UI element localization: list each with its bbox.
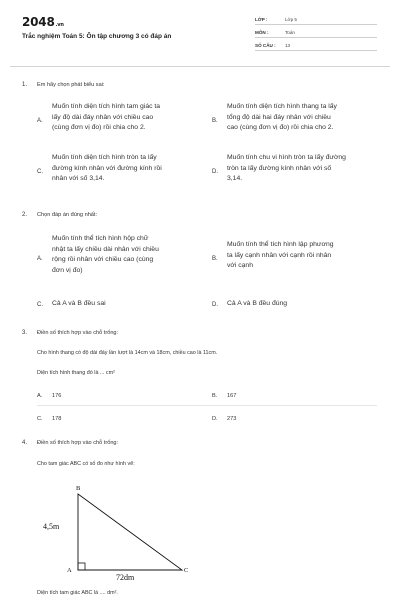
option-line: Muốn tính thể tích hình lập phương <box>227 241 334 248</box>
option-line: đường kính nhân với đường kính rồi <box>52 164 162 172</box>
option-line: với cạnh <box>227 262 253 269</box>
option-line: 3,14. <box>227 175 243 182</box>
option-letter: A. <box>37 256 43 262</box>
option-line: ta lấy cạnh nhân với cạnh rồi nhân <box>227 251 332 259</box>
document-title: Trắc nghiệm Toán 5: Ôn tập chương 3 có đáp án <box>22 33 172 40</box>
logo-main: 2048 <box>22 15 55 29</box>
option-letter: D. <box>212 169 218 175</box>
vertex-a-label: A <box>67 567 72 574</box>
logo-suffix: .vn <box>55 22 64 28</box>
meta-class-value: Lớp 5 <box>285 17 297 22</box>
option-line: nhân với số 3,14. <box>52 175 105 182</box>
answer-letter: B. <box>212 393 218 399</box>
question-number: 4. <box>22 440 28 446</box>
meta-count-label: SỐ CÂU : <box>255 43 276 48</box>
question-prompt: Điền số thích hợp vào chỗ trống: <box>37 440 119 446</box>
meta-class <box>255 14 377 25</box>
option-text <box>52 102 160 134</box>
option-line: tổng độ dài hai đáy nhân với chiều <box>227 113 331 121</box>
option-text <box>52 234 159 276</box>
option-letter: C. <box>37 169 43 175</box>
vertex-c-label: C <box>184 567 189 574</box>
option-letter: B. <box>212 256 218 262</box>
question-number: 2. <box>22 212 28 218</box>
answer-value: 167 <box>227 393 237 399</box>
option-line: đơn vị đo) <box>52 266 83 274</box>
option-line: lấy độ dài đáy nhân với chiều cao <box>52 113 154 121</box>
meta-class-label: LỚP : <box>255 17 268 22</box>
option-text <box>52 153 162 185</box>
answer-value: 178 <box>52 416 62 422</box>
triangle-abc <box>78 494 182 570</box>
answer-divider <box>37 405 377 406</box>
question-number: 3. <box>22 330 28 336</box>
answer-letter: A. <box>37 393 43 399</box>
option-line: cao (cùng đơn vị đo) rồi chia cho 2. <box>227 124 334 131</box>
triangle-figure <box>36 478 206 586</box>
meta-subject-value: Toán <box>285 30 295 35</box>
page-header <box>0 0 400 62</box>
answer-value: 176 <box>52 393 62 399</box>
option-line: Muốn tính thể tích hình hộp chữ <box>52 235 149 242</box>
option-line: (cùng đơn vị đo) rồi chia cho 2. <box>52 124 146 131</box>
answer-letter: C. <box>37 416 43 422</box>
question-prompt: Điền số thích hợp vào chỗ trống: <box>37 330 119 336</box>
right-angle-marker <box>78 563 85 570</box>
option-letter: B. <box>212 118 218 124</box>
question-context: Cho tam giác ABC có số đo như hình vẽ: <box>37 461 135 467</box>
option-text <box>227 153 346 185</box>
option-line: Muốn tính diện tích hình tam giác ta <box>52 103 161 110</box>
answer-letter: D. <box>212 416 218 422</box>
question-number: 1. <box>22 82 28 88</box>
question-prompt: Chọn đáp án đúng nhất: <box>37 212 98 218</box>
option-line: Cả A và B đều sai <box>52 300 106 307</box>
meta-count <box>255 40 377 51</box>
header-divider <box>10 66 390 67</box>
meta-subject <box>255 27 377 38</box>
option-letter: A. <box>37 118 43 124</box>
answer-value: 273 <box>227 416 237 422</box>
question-prompt: Em hãy chọn phát biểu sai: <box>37 82 105 88</box>
meta-count-value: 13 <box>285 43 291 48</box>
question-ask: Diện tích tam giác ABC là .... dm². <box>37 590 118 596</box>
option-letter: C. <box>37 302 43 308</box>
option-line: Muốn tính diện tích hình tròn ta lấy <box>52 154 157 161</box>
side-ab-label: 4,5m <box>43 522 60 531</box>
option-line: rộng rồi nhân với chiều cao (cùng <box>52 256 154 263</box>
option-line: Cả A và B đều đúng <box>227 300 288 307</box>
meta-subject-label: MÔN : <box>255 30 269 35</box>
option-text <box>227 102 337 134</box>
question-context: Cho hình thang có độ dài đáy lần lượt là 14cm và 18cm, chiều cao là 11cm. <box>37 350 218 356</box>
site-logo[interactable] <box>22 15 64 29</box>
option-text <box>52 299 106 310</box>
side-ac-label: 72dm <box>116 573 135 582</box>
option-line: nhật ta lấy chiều dài nhân với chiều <box>52 245 159 253</box>
option-letter: D. <box>212 302 218 308</box>
option-line: Muốn tính diện tích hình thang ta lấy <box>227 103 337 110</box>
option-text <box>227 240 334 272</box>
option-line: tròn ta lấy đường kính nhân với số <box>227 164 332 172</box>
option-line: Muốn tính chu vi hình tròn ta lấy đường <box>227 154 346 161</box>
vertex-b-label: B <box>76 485 81 492</box>
option-text <box>227 299 287 310</box>
question-ask: Diện tích hình thang đó là ... cm² <box>37 370 115 376</box>
